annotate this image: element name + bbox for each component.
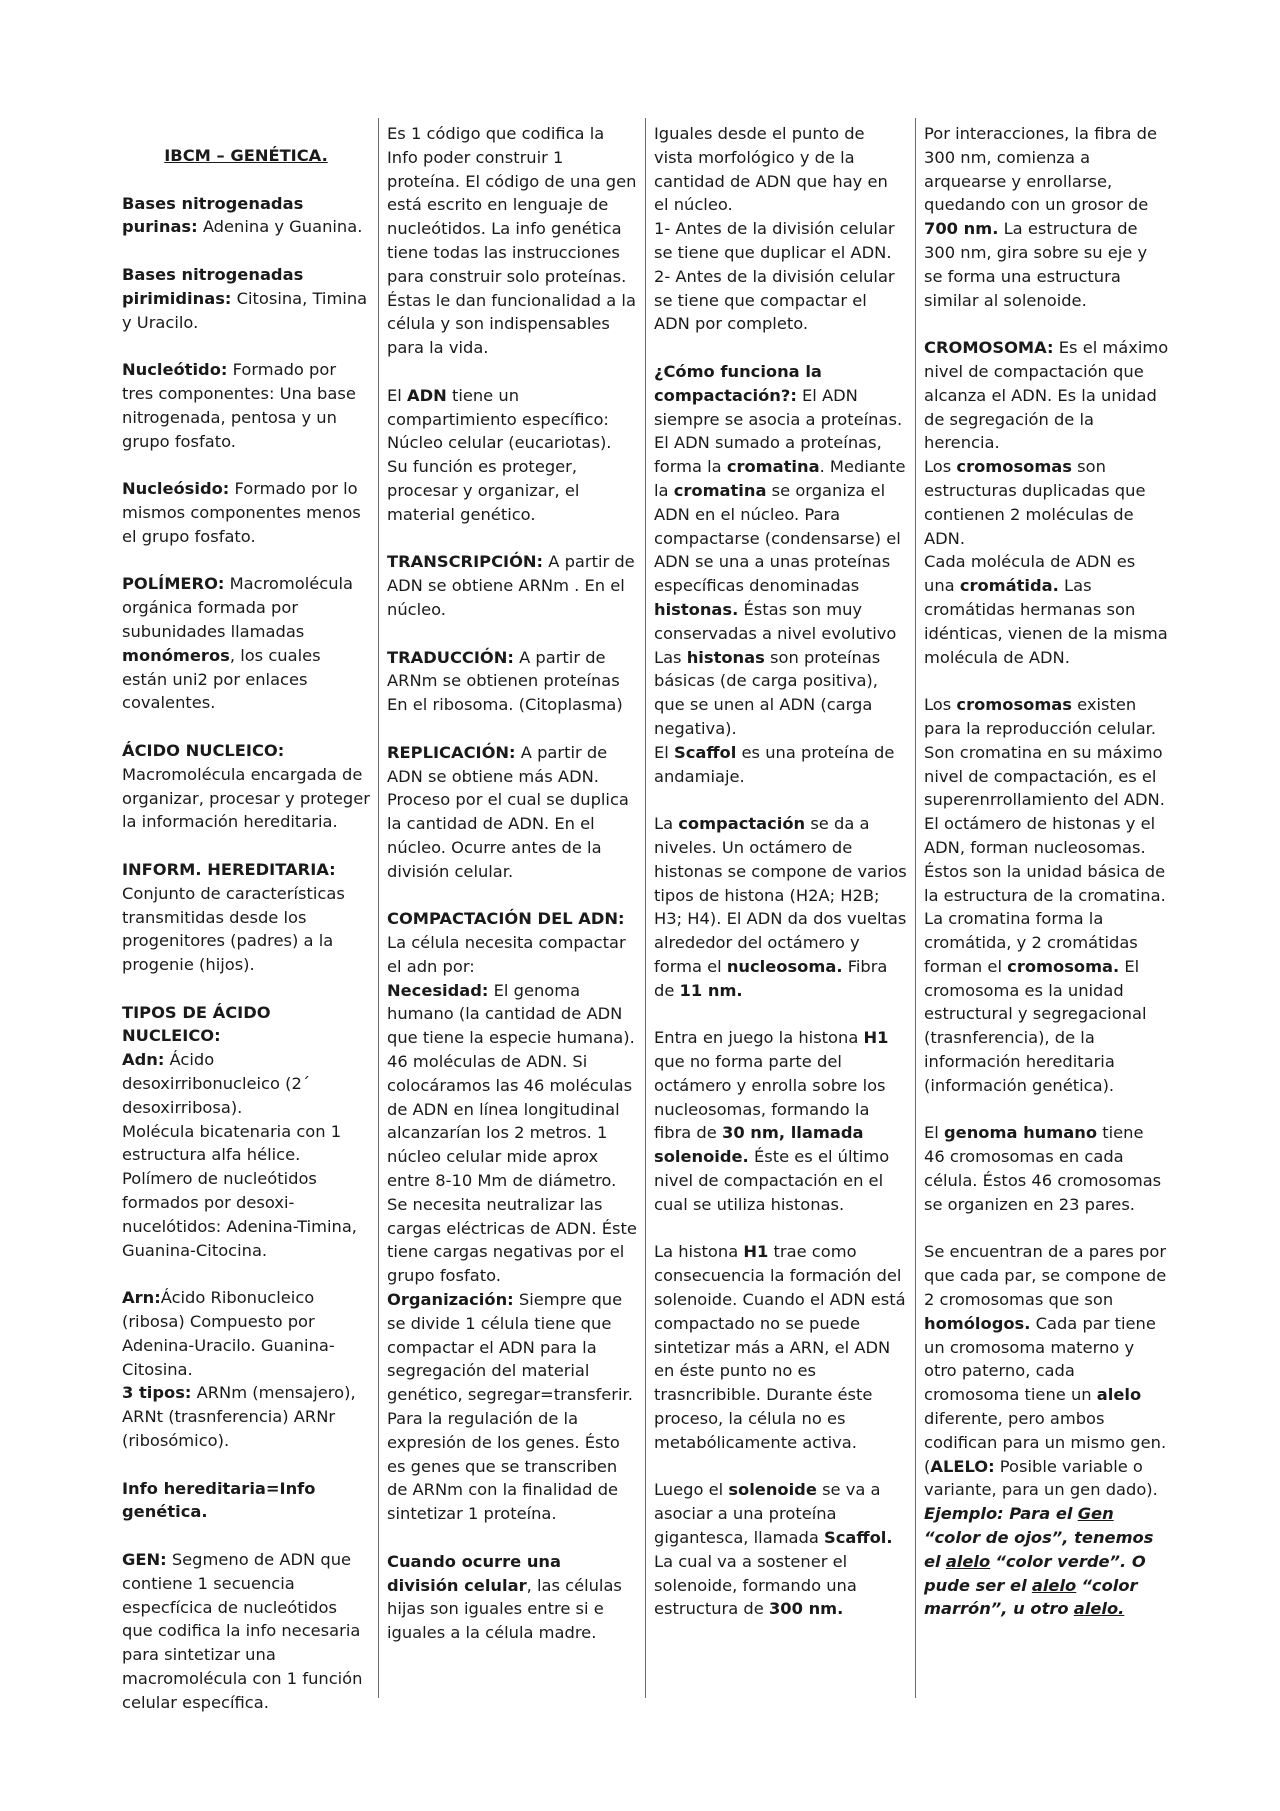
scaffol-2: Scaffol.: [824, 1528, 893, 1548]
inform-hereditaria-label: INFORM. HEREDITARIA:: [122, 859, 336, 879]
h1-b: H1: [743, 1242, 769, 1262]
division-label: Cuando ocurre una división celular: [387, 1551, 561, 1595]
adn-compartimiento-text: tiene un compartimiento específico: Núcleo celular (eucariotas). Su función es proteger, procesar y organizar, el material genético.: [387, 385, 612, 524]
histonas-1: histonas.: [654, 599, 739, 619]
compactacion-text: La célula necesita compactar el adn por:: [387, 933, 626, 976]
entra-text-2: que no forma parte del octámero y enrolla sobre los nucleosomas, formando la fibra de: [654, 1052, 886, 1143]
como-funciona-block: [654, 360, 907, 788]
nucleosido-block: [122, 477, 370, 548]
cada-text-2: Las cromátidas hermanas son idénticas, vienen de la misma molécula de ADN.: [924, 576, 1168, 667]
column-3: [645, 118, 913, 1698]
acido-nucleico-label: ÁCIDO NUCLEICO:: [122, 740, 285, 760]
nucleosido-label: Nucleósido:: [122, 479, 230, 499]
info-hereditaria-text: Info hereditaria=Info genética.: [122, 1478, 316, 1522]
inform-hereditaria-text: Conjunto de características transmitidas desde los progenitores (padres) a la progenie (hijos).: [122, 883, 345, 975]
cromatina-1: cromatina: [726, 457, 820, 477]
pares-text: Se encuentran de a pares por que cada par, se compone de 2 cromosomas que son: [924, 1242, 1167, 1310]
traduccion-label: TRADUCCIÓN:: [387, 647, 514, 667]
adn-text-2: Molécula bicatenaria con 1 estructura alfa hélice.: [122, 1121, 342, 1165]
transcripcion-block: [387, 550, 637, 621]
alelo-1: alelo: [1096, 1385, 1142, 1405]
pirimidinas-block: [122, 263, 370, 334]
el-word: El: [654, 742, 669, 762]
ejemplo-alelo-2: alelo: [1031, 1575, 1077, 1595]
replicacion-text: A partir de ADN se obtiene más ADN. Proceso por el cual se duplica la cantidad de ADN. En el núcleo. Ocurre antes de la división celular.: [387, 742, 629, 881]
luego-text: se va a asociar a una proteína gigantesca, llamada: [654, 1480, 881, 1548]
la-histona: La histona: [654, 1242, 739, 1262]
niveles-text: se da a niveles. Un octámero de histonas se compone de varios tipos de histona (H2A; H2B; H3; H4). El ADN da dos vueltas alrededor del octámero y forma el: [654, 814, 907, 976]
necesidad-label: Necesidad:: [387, 980, 489, 1000]
arn-text: Ácido Ribonucleico (ribosa) Compuesto por Adenina-Uracilo. Guanina-Citosina.: [122, 1288, 335, 1379]
ejemplo-1: Ejemplo: Para el: [924, 1504, 1073, 1524]
octamero-text: El octámero de histonas y el ADN, forman nucleosomas. Éstos son la unidad básica de la estructura de la cromatina. La cromatina forma la cromátida, y 2 cromátidas forman el: [924, 814, 1166, 976]
page-title: IBCM – GENÉTICA.: [164, 146, 328, 165]
adn-pre: El: [387, 385, 402, 405]
luego-block: [654, 1478, 907, 1621]
polimero-text-2: , los cuales están uni2 por enlaces covalentes.: [122, 645, 321, 713]
solenoide-bold: solenoide: [728, 1480, 817, 1500]
existen-block: [924, 693, 1169, 1098]
column-2: [378, 118, 643, 1698]
entra-text: Entra en juego la histona: [654, 1028, 859, 1048]
traduccion-text: A partir de ARNm se obtienen proteínas En el ribosoma. (Citoplasma): [387, 647, 623, 715]
luego-text-2: La cual va a sostener el solenoide, formando una estructura de: [654, 1551, 857, 1619]
ejemplo-2: “color de ojos”, tenemos el: [924, 1528, 1154, 1571]
compactacion-label: COMPACTACIÓN DEL ADN:: [387, 909, 625, 929]
polimero-label: POLÍMERO:: [122, 574, 225, 594]
organizacion-text: Siempre que se divide 1 célula tiene que compactar el ADN para la segregación del material genético, segregar=transferir. Para la regulación de la expresión de los genes. Ésto es genes que se transcriben de ARNm con la finalidad de sintetizar 1 proteína.: [387, 1290, 633, 1524]
division-text: , las células hijas son iguales entre si e iguales a la célula madre.: [387, 1575, 622, 1643]
ejemplo-gen: Gen: [1077, 1504, 1114, 1524]
nucleotido-block: [122, 358, 370, 453]
pares-block: [924, 1240, 1169, 1621]
cromosoma-text: Es el máximo nivel de compactación que alcanza el ADN. Es la unidad de segregación de la herencia.: [924, 338, 1169, 453]
adn-label: Adn:: [122, 1050, 165, 1070]
como-text-2: . Mediante la: [654, 457, 906, 500]
nm-11: 11 nm.: [679, 980, 743, 1000]
iguales-block: [654, 122, 907, 336]
existen-text: existen para la reproducción celular. Son cromatina en su máximo nivel de compactación, es el superenrrollamiento del ADN.: [924, 695, 1165, 810]
cromosomas-2: cromosomas: [956, 695, 1072, 715]
transcripcion-text: A partir de ADN se obtiene ARNm . En el núcleo.: [387, 552, 635, 619]
h1-block: [654, 1240, 907, 1454]
adn-text-3: Polímero de nucleótidos formados por desoxi-nucelótidos: Adenina-Timina, Guanina-Citocina.: [122, 1169, 357, 1260]
division-block: [387, 1550, 637, 1645]
transcripcion-label: TRANSCRIPCIÓN:: [387, 552, 544, 572]
adn-bold: ADN: [407, 385, 447, 405]
scaffol-1: Scaffol: [674, 742, 737, 762]
arn-label: Arn:: [122, 1288, 161, 1308]
entra-text-3: Éste es el último nivel de compactación en el cual se utiliza histonas.: [654, 1147, 890, 1214]
gen-label: GEN:: [122, 1550, 167, 1570]
arn-block: [122, 1286, 370, 1453]
ejemplo-alelo-1: alelo: [945, 1551, 991, 1571]
homologos-bold: homólogos.: [924, 1313, 1031, 1333]
los-word: Los: [924, 457, 952, 477]
nm-700: 700 nm.: [924, 219, 999, 239]
alelo-text: Posible variable o variante, para un gen dado).: [924, 1456, 1158, 1500]
info-hereditaria-line: [122, 1477, 370, 1525]
nm-300: 300 nm.: [768, 1599, 844, 1619]
polimero-monomeros: monómeros: [122, 645, 230, 665]
purinas-label: Bases nitrogenadas purinas:: [122, 193, 304, 237]
cromosoma-text-2: son estructuras duplicadas que contienen 2 moléculas de ADN.: [924, 457, 1146, 548]
pirimidinas-label: Bases nitrogenadas pirimidinas:: [122, 264, 304, 308]
purinas-text: Adenina y Guanina.: [202, 217, 363, 237]
tipos-acido-label: TIPOS DE ÁCIDO NUCLEICO:: [122, 1002, 271, 1046]
polimero-block: [122, 572, 370, 715]
como-text-1: El ADN siempre se asocia a proteínas. El ADN sumado a proteínas, forma la: [654, 385, 903, 477]
adn-compartimiento-block: [387, 384, 637, 527]
interacciones-text: Por interacciones, la fibra de 300 nm, comienza a arquearse y enrollarse, quedando con un grosor de: [924, 124, 1158, 215]
las-word: Las: [654, 647, 682, 667]
arn-tipos-label: 3 tipos:: [122, 1383, 192, 1403]
compactacion-bold: compactación: [678, 814, 806, 834]
como-text-3: se organiza el ADN en el núcleo. Para compactarse (condensarse) el ADN se una a unas proteínas específicas denominadas: [654, 480, 901, 596]
codigo-block: [387, 122, 637, 360]
tipos-acido-block: [122, 1001, 370, 1263]
arn-tipos-text: ARNm (mensajero), ARNt (trasnferencia) ARNr (ribosómico).: [122, 1383, 356, 1451]
compactar-text: 2- Antes de la división celular se tiene que compactar el ADN por completo.: [654, 266, 895, 334]
column-4: [915, 118, 1175, 1698]
ejemplo-3: “color verde”. O pude ser el: [924, 1551, 1146, 1595]
pares-text-3: diferente, pero ambos codifican para un mismo gen. (: [924, 1409, 1167, 1476]
cromosoma-block: [924, 336, 1169, 669]
h1-a: H1: [863, 1028, 889, 1048]
histonas-text: son proteínas básicas (de carga positiva), que se unen al ADN (carga negativa).: [654, 647, 881, 738]
adn-text-1: Ácido desoxirribonucleico (2´ desoxirribosa).: [122, 1050, 310, 1117]
replicacion-block: [387, 741, 637, 884]
entra-block: [654, 1026, 907, 1216]
acido-nucleico-block: [122, 739, 370, 834]
pares-text-2: Cada par tiene un cromosoma materno y otro paterno, cada cromosoma tiene un: [924, 1313, 1156, 1405]
compactacion-block: [387, 907, 637, 1526]
h1-text: trae como consecuencia la formación del solenoide. Cuando el ADN está compactado no se puede sintetizar más a ARN, el ADN en éste punto no es trasncribible. Durante éste proceso, la célula no es metabólicamente activa.: [654, 1242, 906, 1452]
genoma-block: [924, 1121, 1169, 1216]
duplicar-text: 1- Antes de la división celular se tiene que duplicar el ADN.: [654, 219, 895, 262]
interacciones-block: [924, 122, 1169, 312]
cromatida-bold: cromátida.: [959, 576, 1059, 596]
organizacion-label: Organización:: [387, 1290, 514, 1310]
fibra-text: Fibra de: [654, 956, 888, 1000]
acido-nucleico-text: Macromolécula encargada de organizar, procesar y proteger la información hereditaria.: [122, 764, 370, 832]
purinas-block: [122, 192, 370, 240]
iguales-text: Iguales desde el punto de vista morfológico y de la cantidad de ADN que hay en el núcleo.: [654, 124, 888, 215]
nucleotido-label: Nucleótido:: [122, 360, 228, 380]
traduccion-block: [387, 646, 637, 717]
niveles-block: [654, 812, 907, 1002]
nucleosoma-bold: nucleosoma.: [726, 956, 843, 976]
cromosomas-1: cromosomas: [956, 457, 1072, 477]
los-word-2: Los: [924, 695, 952, 715]
replicacion-label: REPLICACIÓN:: [387, 742, 516, 762]
genoma-text: tiene 46 cromosomas en cada célula. Éstos 46 cromosomas se organizen en 23 pares.: [924, 1123, 1162, 1214]
nm-30-solenoide: 30 nm, llamada solenoide.: [654, 1123, 864, 1167]
histonas-2: histonas: [686, 647, 765, 667]
la-word: La: [654, 814, 674, 834]
cromosoma-bold: cromosoma.: [1007, 956, 1120, 976]
scaffol-text: es una proteína de andamiaje.: [654, 742, 895, 786]
nucleosido-text: Formado por lo mismos componentes menos el grupo fosfato.: [122, 479, 361, 546]
pirimidinas-text: Citosina, Timina y Uracilo.: [122, 288, 368, 332]
genoma-bold: genoma humano: [944, 1123, 1098, 1143]
nucleotido-text: Formado por tres componentes: Una base nitrogenada, pentosa y un grupo fosfato.: [122, 360, 356, 451]
como-funciona-label: ¿Cómo funciona la compactación?:: [654, 361, 822, 405]
gen-block: [122, 1548, 370, 1715]
octamero-text-2: El cromosoma es la unidad estructural y segregacional (trasnferencia), de la información hereditaria (información genética).: [924, 956, 1147, 1095]
interacciones-text-2: La estructura de 300 nm, gira sobre su eje y se forma una estructura similar al solenoide.: [924, 219, 1148, 310]
polimero-text-1: Macromolécula orgánica formada por subunidades llamadas: [122, 574, 354, 641]
cromosoma-label: CROMOSOMA:: [924, 338, 1054, 358]
cromatina-2: cromatina: [673, 480, 767, 500]
cada-text: Cada molécula de ADN es una: [924, 552, 1136, 596]
como-text-4: Éstas son muy conservadas a nivel evolutivo: [654, 599, 897, 643]
ejemplo-alelo-3: alelo.: [1073, 1599, 1125, 1619]
necesidad-text: El genoma humano (la cantidad de ADN que tiene la especie humana). 46 moléculas de ADN. Si colocáramos las 46 moléculas de ADN en línea longitudinal alcanzarían los 2 metros. 1 núcleo celular mide aprox entre 8-10 Mm de diámetro. Se necesita neutralizar las cargas eléctricas de ADN. Éste tiene cargas negativas por el grupo fosfato.: [387, 980, 637, 1286]
ejemplo-4: “color marrón”, u otro: [924, 1575, 1138, 1619]
el-word-4: El: [924, 1123, 939, 1143]
luego-word: Luego el: [654, 1480, 724, 1500]
codigo-text: Es 1 código que codifica la Info poder construir 1 proteína. El código de una gen está escrito en lenguaje de nucleótidos. La info genética tiene todas las instrucciones para construir solo proteínas. Éstas le dan funcionalidad a la célula y son indispensables para la vida.: [387, 124, 637, 358]
column-1: [114, 118, 376, 1712]
gen-text: Segmeno de ADN que contiene 1 secuencia especfícica de nucleótidos que codifica la info necesaria para sintetizar una macromolécula con 1 función celular específica.: [122, 1550, 363, 1712]
alelo-label: ALELO:: [930, 1456, 995, 1476]
inform-hereditaria-block: [122, 858, 370, 977]
